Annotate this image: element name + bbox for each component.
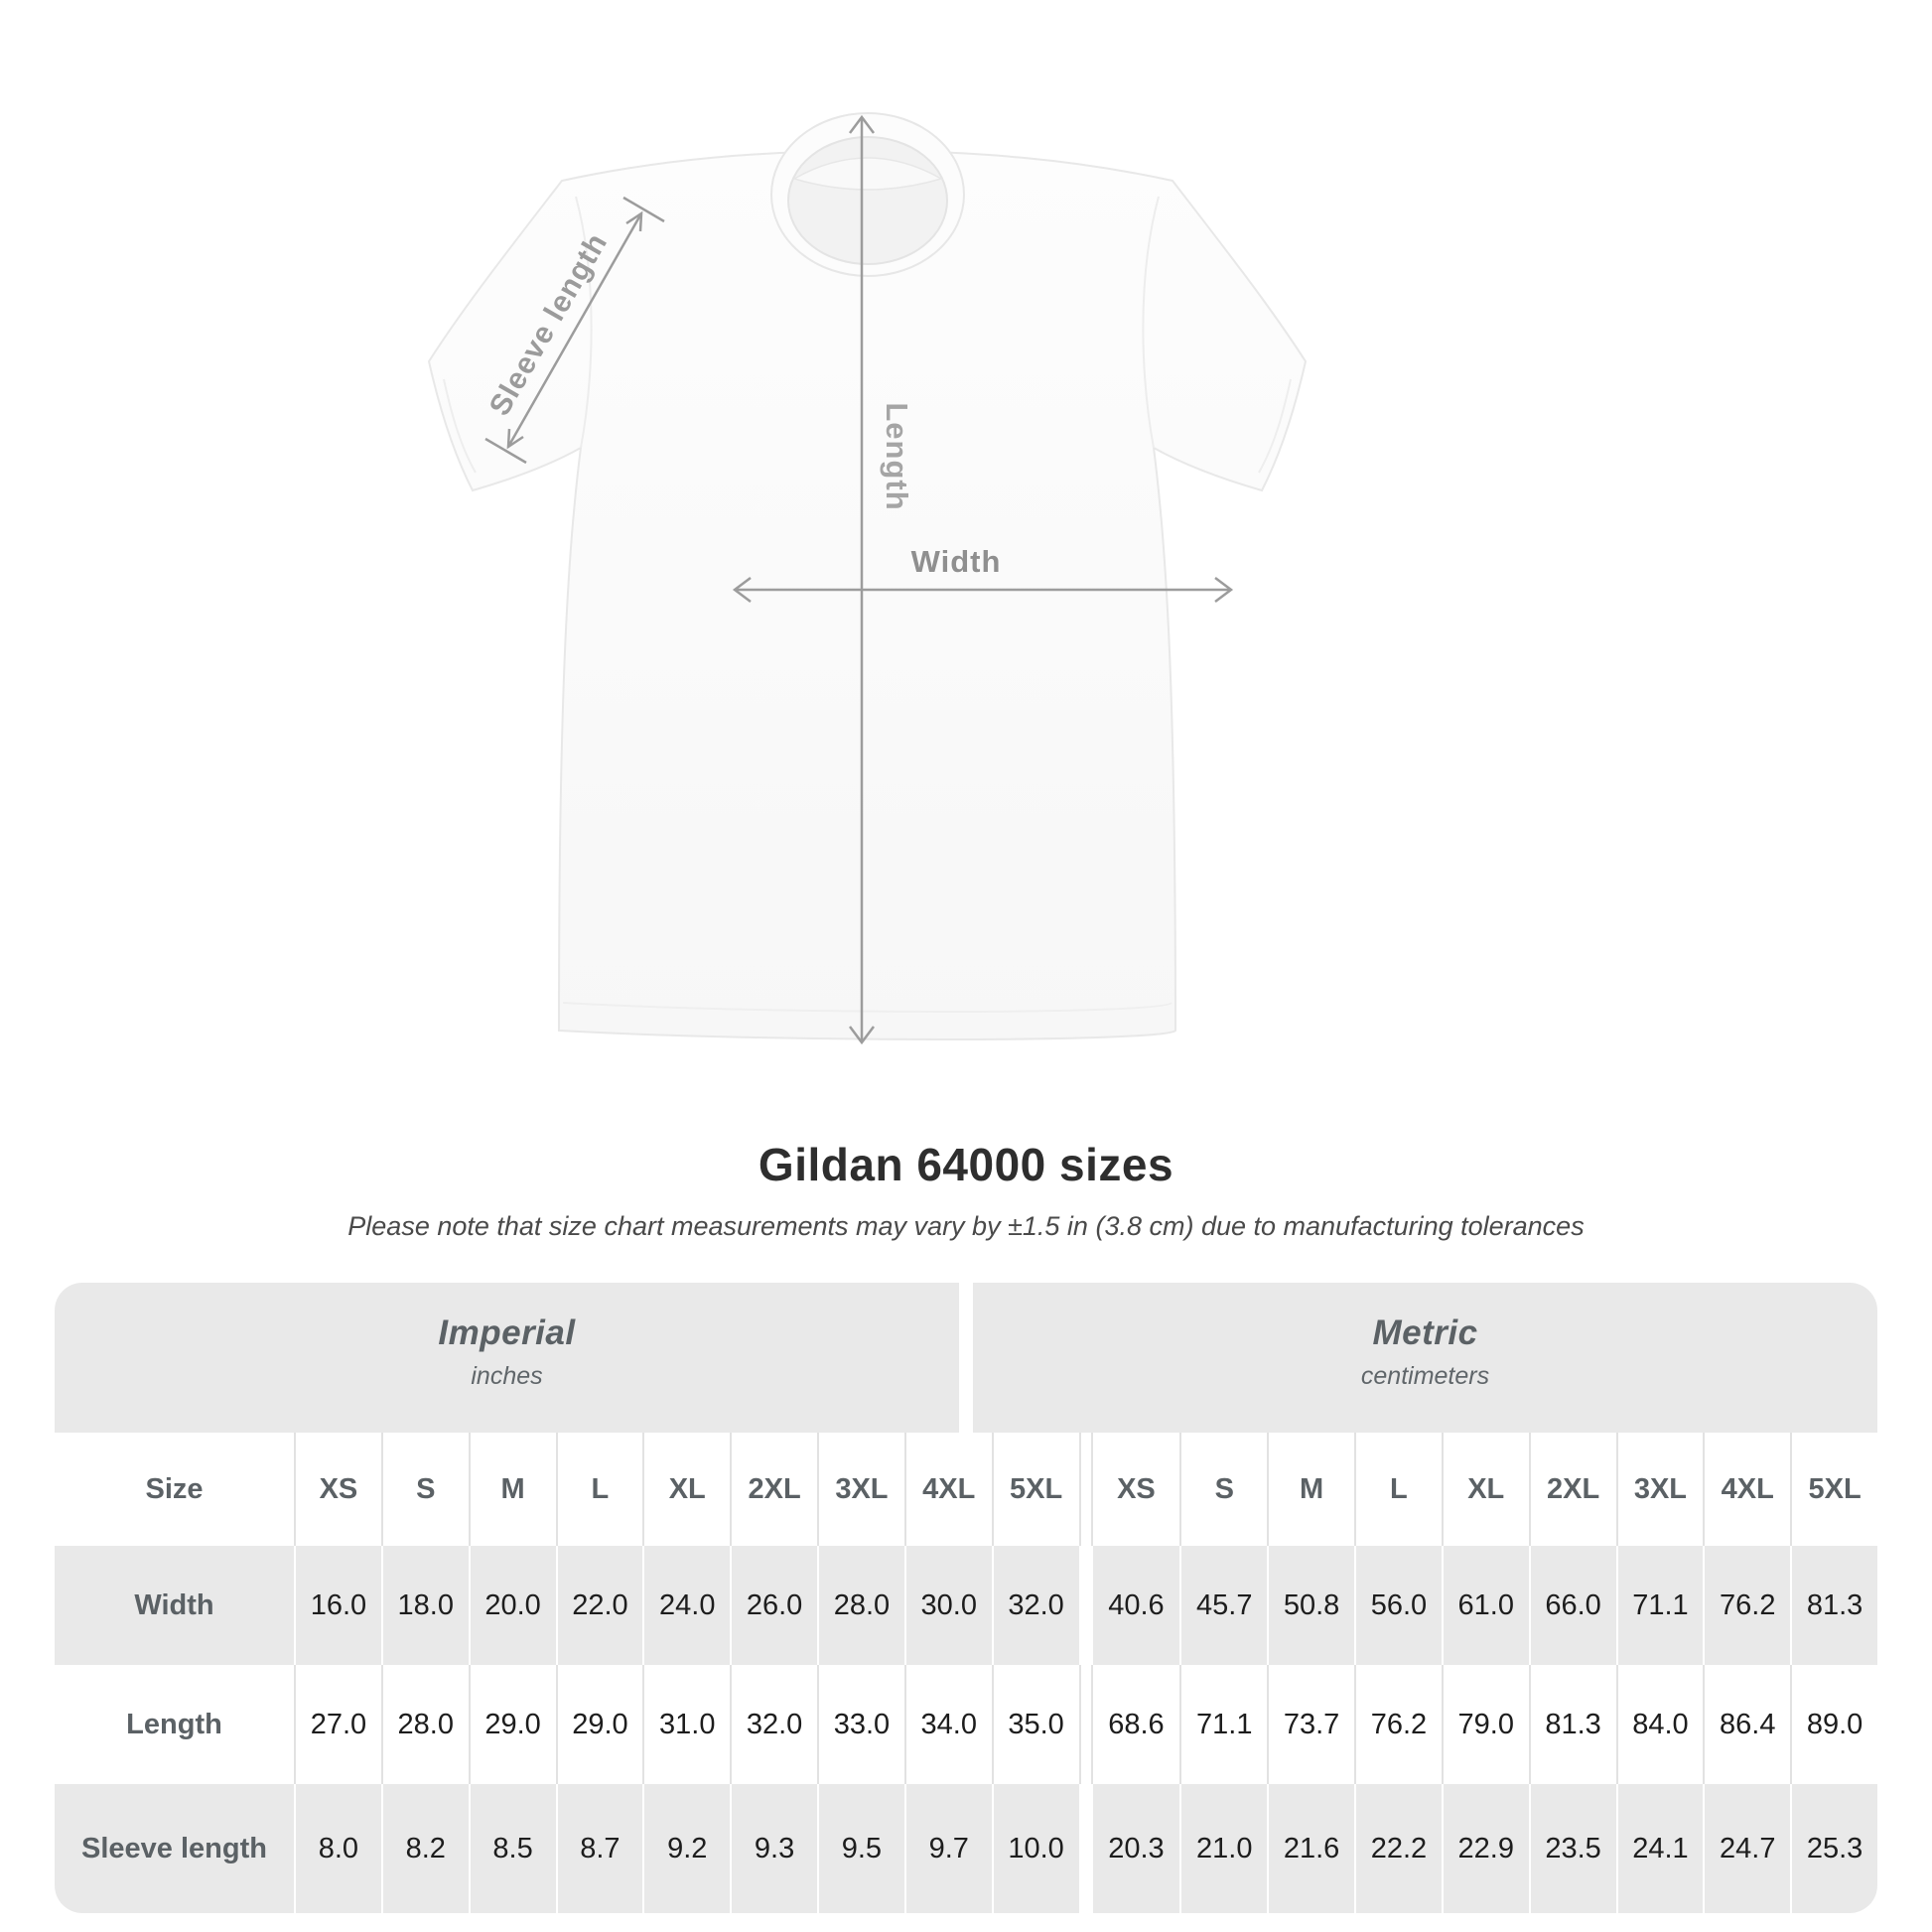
measurement-value-cell: 81.3 [1529,1665,1616,1784]
size-column-header: 5XL [992,1433,1079,1546]
measurement-value-cell: 79.0 [1442,1665,1529,1784]
measurement-value-cell: 29.0 [556,1665,643,1784]
measurement-value-cell: 73.7 [1267,1665,1354,1784]
measurement-value-cell: 24.1 [1616,1784,1704,1913]
measurement-value-cell: 9.7 [904,1784,992,1913]
measurement-value-cell: 34.0 [904,1665,992,1784]
measurement-value-cell: 20.3 [1108,1832,1165,1864]
measurement-value-cell: 22.2 [1354,1784,1442,1913]
metric-unit: centimeters [1360,1361,1490,1390]
measurement-value-cell: 40.6 [1108,1588,1165,1621]
row-label-cell: Length [126,1708,222,1740]
collar-opening [788,137,947,264]
size-header-row [55,1433,1877,1546]
measurement-value-cell: 66.0 [1529,1546,1616,1665]
measurement-value-cell: 21.6 [1267,1784,1354,1913]
measurement-value-cell: 29.0 [469,1665,556,1784]
measurement-value-cell: 81.3 [1790,1546,1877,1665]
width-label: Width [910,544,1002,579]
measurement-value-cell: 23.5 [1529,1784,1616,1913]
measurement-row [55,1784,1877,1913]
measurement-value-cell: 45.7 [1179,1546,1267,1665]
measurement-value-cell: 30.0 [904,1546,992,1665]
measurement-value-cell: 24.7 [1703,1784,1790,1913]
measurement-value-cell: 86.4 [1703,1665,1790,1784]
measurement-value-cell: 24.0 [642,1546,730,1665]
measurement-value-cell: 27.0 [294,1665,381,1784]
measurement-value-cell: 32.0 [730,1665,817,1784]
measurement-value-cell: 33.0 [817,1665,904,1784]
measurement-value-cell: 18.0 [381,1546,469,1665]
row-label-cell: Sleeve length [81,1832,267,1864]
size-column-header: XS [294,1433,381,1546]
imperial-title: Imperial [438,1312,576,1352]
measurement-value-cell: 8.5 [469,1784,556,1913]
measurement-value-cell: 22.9 [1442,1784,1529,1913]
size-column-header: 2XL [730,1433,817,1546]
measurement-value-cell: 26.0 [730,1546,817,1665]
table-group-header-row [55,1283,1877,1433]
measurement-value-cell: 32.0 [992,1546,1079,1665]
size-column-header: 2XL [1529,1433,1616,1546]
group-divider [1079,1665,1093,1784]
measurement-value-cell: 71.1 [1616,1546,1704,1665]
measurement-value-cell: 31.0 [642,1665,730,1784]
row-label-cell: Width [134,1588,214,1621]
size-header-cell: Size [145,1472,204,1505]
measurement-value-cell: 9.5 [817,1784,904,1913]
size-column-header: 3XL [817,1433,904,1546]
measurement-value-cell: 8.7 [556,1784,643,1913]
measurement-value-cell: 16.0 [294,1546,381,1665]
measurement-value-cell: 25.3 [1790,1784,1877,1913]
measurement-value-cell: 28.0 [817,1546,904,1665]
group-divider [1079,1433,1093,1546]
size-column-header: 5XL [1790,1433,1877,1546]
size-column-header: L [556,1433,643,1546]
measurement-value-cell: 76.2 [1354,1665,1442,1784]
measurement-value-cell: 22.0 [556,1546,643,1665]
measurement-value-cell: 20.0 [469,1546,556,1665]
measurement-row [55,1546,1877,1665]
table-body [55,1433,1877,1913]
group-divider [1079,1784,1093,1913]
measurement-value-cell: 89.0 [1790,1665,1877,1784]
measurement-value-cell: 9.3 [730,1784,817,1913]
size-column-header: 3XL [1616,1433,1704,1546]
measurement-value-cell: 8.0 [294,1784,381,1913]
size-column-header: S [1179,1433,1267,1546]
measurement-value-cell: 61.0 [1442,1546,1529,1665]
metric-title: Metric [1372,1312,1478,1352]
sleeve-length-label: Sleeve length [483,227,615,422]
size-column-header: 4XL [1703,1433,1790,1546]
measurement-value-cell: 56.0 [1354,1546,1442,1665]
size-column-header: M [1267,1433,1354,1546]
measurement-value-cell: 21.0 [1179,1784,1267,1913]
size-column-header: XL [642,1433,730,1546]
size-column-header: M [469,1433,556,1546]
measurement-row [55,1665,1877,1784]
measurement-value-cell: 84.0 [1616,1665,1704,1784]
measurement-value-cell: 50.8 [1267,1546,1354,1665]
measurement-value-cell: 76.2 [1703,1546,1790,1665]
group-header-imperial [55,1283,959,1433]
size-table [55,1283,1877,1913]
measurement-value-cell: 10.0 [992,1784,1079,1913]
page-title: Gildan 64000 sizes [758,1139,1174,1190]
imperial-unit: inches [471,1361,543,1390]
tolerance-note: Please note that size chart measurements may vary by ±1.5 in (3.8 cm) due to manufacturing tolerances [347,1211,1585,1241]
size-column-header: XL [1442,1433,1529,1546]
group-header-metric [973,1283,1877,1433]
measurement-value-cell: 8.2 [381,1784,469,1913]
size-column-header: 4XL [904,1433,992,1546]
size-column-header: S [381,1433,469,1546]
measurement-value-cell: 9.2 [642,1784,730,1913]
measurement-value-cell: 35.0 [992,1665,1079,1784]
size-column-header: XS [1117,1472,1156,1505]
measurement-value-cell: 71.1 [1179,1665,1267,1784]
measurement-value-cell: 28.0 [381,1665,469,1784]
size-column-header: L [1354,1433,1442,1546]
group-divider [1079,1546,1093,1665]
measurement-value-cell: 68.6 [1108,1708,1165,1740]
length-label: Length [880,402,914,511]
